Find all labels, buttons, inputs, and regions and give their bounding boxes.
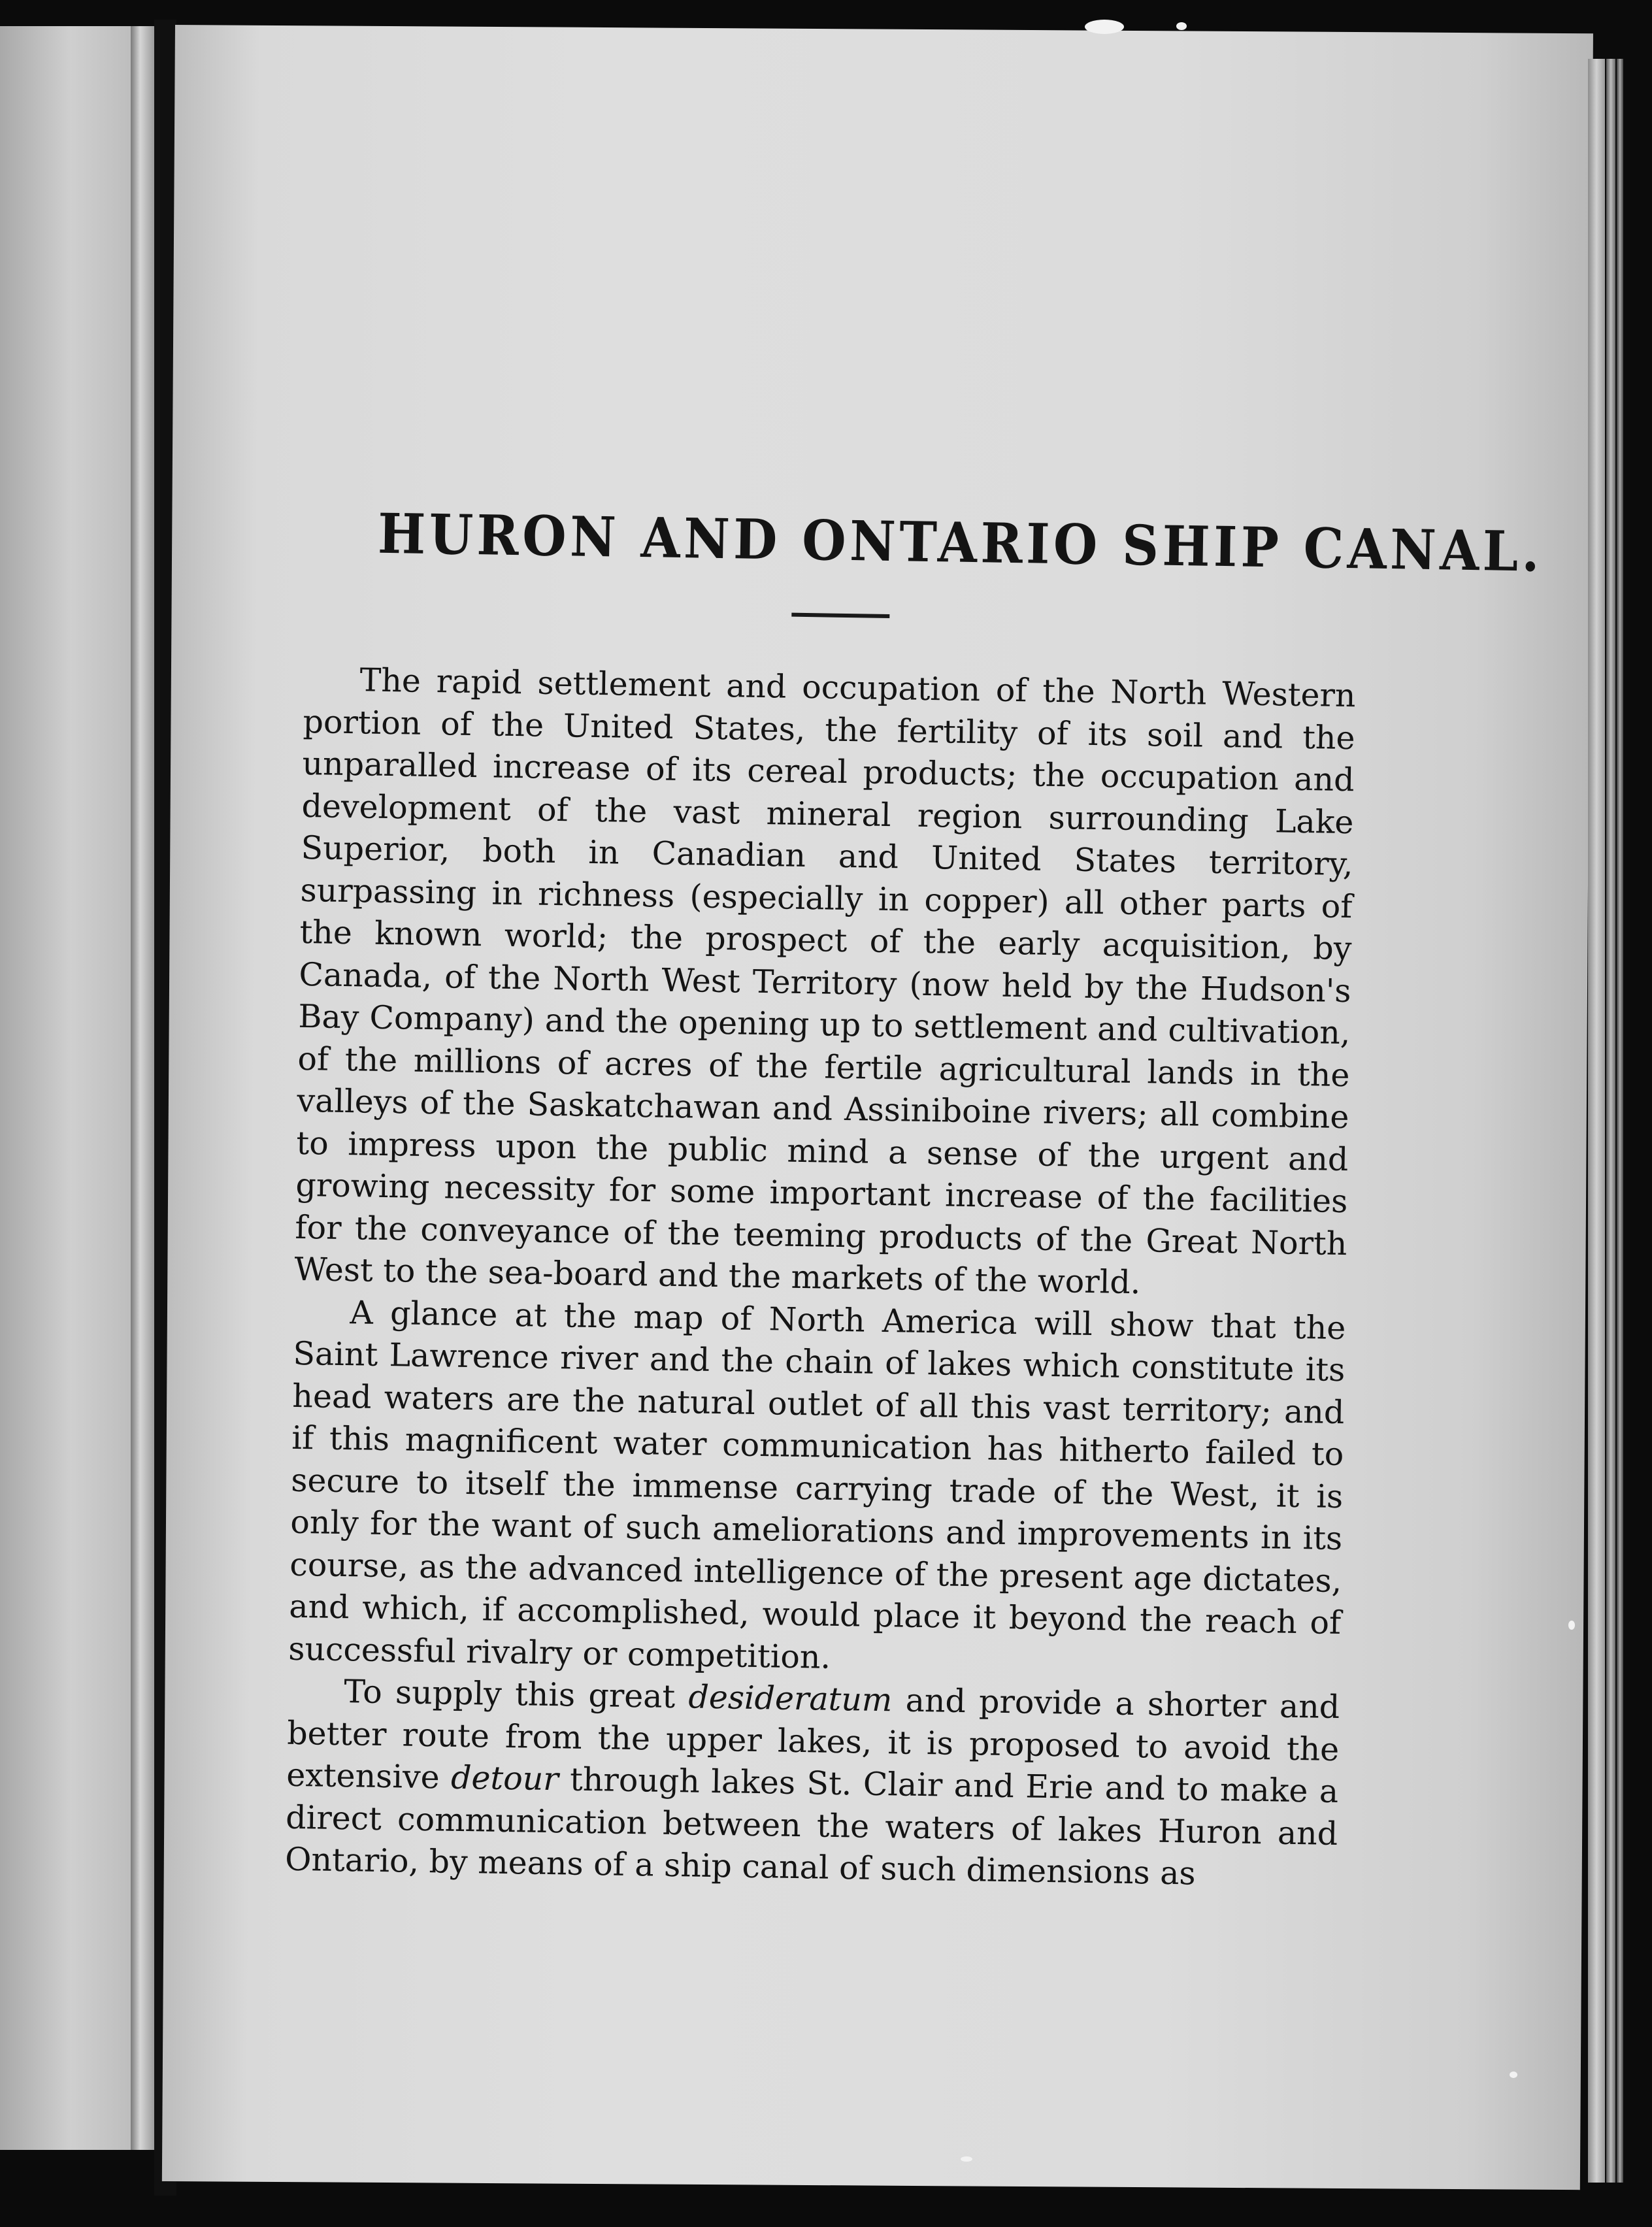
paragraph [285, 1670, 1340, 1898]
italic-text: detour [450, 1758, 559, 1798]
paragraph [294, 659, 1356, 1308]
facing-page-shadow [131, 26, 154, 2150]
text-run: The rapid settlement and occupation of the North Western portion of the United States, the fertility of its soil and the unparalled increase of its cereal products; the occupation and development of the vast mineral region surrounding Lake Superior, both in Canadian and United States territory, surpassing in richness (especially in copper) all other parts of the known world; the prospect of the early acquisition, by Canada, of the North West Territory (now held by the Hudson's Bay Company) and the opening up to settlement and cultivation, of the millions of acres of the fertile agricultural lands in the valleys of the Saskatchawan and Assiniboine rivers; all combine to impress upon the public mind a sense of the urgent and growing necessity for some important increase of the facilities for the conveyance of the teeming products of the Great North West to the sea-board and the markets of the world. [294, 661, 1356, 1302]
title-rule [791, 613, 889, 618]
italic-text: desideratum [688, 1678, 893, 1719]
text-run: To supply this great [343, 1673, 689, 1716]
page-content [284, 457, 1544, 1898]
dust-speck [1568, 1621, 1575, 1630]
page-stack-edge [1588, 59, 1605, 2183]
body-text [285, 659, 1356, 1898]
dust-speck [1085, 20, 1124, 34]
dust-speck [1510, 2071, 1517, 2078]
dust-speck [961, 2156, 972, 2162]
text-run: and provide a shorter and better route from the upper lakes, it is proposed to avoid the extensive [286, 1681, 1340, 1796]
page-stack-edge [1606, 59, 1615, 2183]
page-title: HURON AND ONTARIO SHIP CANAL. [377, 501, 1544, 584]
text-run: through lakes St. Clair and Erie and to make a direct communication between the waters of lakes Huron and Ontario, by means of a ship canal of such dimensions as [284, 1760, 1339, 1892]
paragraph [288, 1291, 1346, 1687]
page-stack-edge [1617, 59, 1623, 2183]
text-run: A glance at the map of North America will show that the Saint Lawrence river and the chain of lakes which constitute its head waters are the natural outlet of all this vast territory; and if this magnificent water communication has hitherto failed to secure to itself the immense carrying trade of the West, it is only for the want of such ameliorations and improvements in its course, as the advanced intelligence of the present age dictates, and which, if accomplished, would place it beyond the reach of successful rivalry or competition. [288, 1293, 1346, 1676]
dust-speck [1176, 22, 1187, 30]
